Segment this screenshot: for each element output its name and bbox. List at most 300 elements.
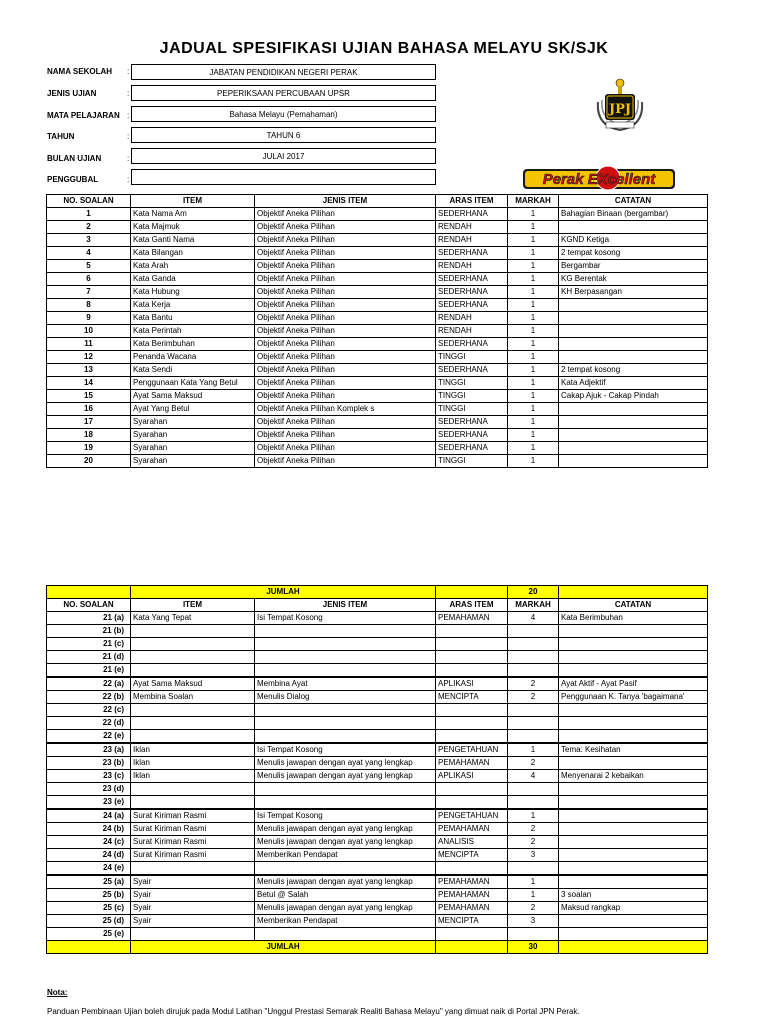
item-type-cell: Betul @ Salah xyxy=(255,889,436,902)
marks-cell: 1 xyxy=(508,377,559,390)
level-cell: PEMAHAMAN xyxy=(436,902,508,915)
info-label-bulan-ujian: BULAN UJIAN xyxy=(47,154,102,163)
item-cell: Syarahan xyxy=(131,455,255,468)
item-cell xyxy=(131,638,255,651)
marks-cell: 1 xyxy=(508,260,559,273)
notes-cell xyxy=(559,429,708,442)
level-cell: SEDERHANA xyxy=(436,338,508,351)
notes-cell xyxy=(559,651,708,664)
item-cell: Surat Kiriman Rasmi xyxy=(131,836,255,849)
notes-cell: Bahagian Binaan (bergambar) xyxy=(559,208,708,221)
marks-cell xyxy=(508,651,559,664)
info-label-mata-pelajaran: MATA PELAJARAN xyxy=(47,111,120,120)
level-cell: SEDERHANA xyxy=(436,286,508,299)
marks-cell xyxy=(508,796,559,810)
item-cell xyxy=(131,862,255,876)
footer-note: Panduan Pembinaan Ujian boleh dirujuk pada Modul Latihan "Unggul Prestasi Semarak Realiti Bahasa Melayu" yang dimuat naik di Portal JPN Perak. xyxy=(47,1007,580,1016)
marks-cell xyxy=(508,928,559,941)
level-cell: SEDERHANA xyxy=(436,442,508,455)
question-number-cell: 23 (e) xyxy=(47,796,131,810)
item-type-cell xyxy=(255,638,436,651)
table-row xyxy=(47,429,708,442)
item-type-cell: Objektif Aneka Pilihan xyxy=(255,390,436,403)
item-cell xyxy=(131,704,255,717)
question-number-cell: 24 (a) xyxy=(47,809,131,823)
question-number-cell: 25 (c) xyxy=(47,902,131,915)
question-number-cell: 8 xyxy=(47,299,131,312)
question-number-cell: 19 xyxy=(47,442,131,455)
table-row xyxy=(47,664,708,678)
level-cell xyxy=(436,717,508,730)
question-number-cell: 2 xyxy=(47,221,131,234)
notes-cell xyxy=(559,416,708,429)
notes-cell xyxy=(559,809,708,823)
item-type-cell: Objektif Aneka Pilihan xyxy=(255,234,436,247)
marks-cell: 1 xyxy=(508,809,559,823)
notes-cell: Maksud rangkap xyxy=(559,902,708,915)
notes-cell: 2 tempat kosong xyxy=(559,364,708,377)
notes-cell xyxy=(559,928,708,941)
item-type-cell xyxy=(255,783,436,796)
notes-cell xyxy=(559,862,708,876)
level-cell: SEDERHANA xyxy=(436,299,508,312)
nota-label: Nota: xyxy=(47,988,68,997)
item-type-cell: Memberikan Pendapat xyxy=(255,915,436,928)
marks-cell xyxy=(508,625,559,638)
item-type-cell: Isi Tempat Kosong xyxy=(255,809,436,823)
table-row xyxy=(47,312,708,325)
svg-text:Perak EXcellent: Perak EXcellent xyxy=(542,171,656,188)
marks-cell: 4 xyxy=(508,612,559,625)
item-type-cell: Objektif Aneka Pilihan xyxy=(255,325,436,338)
marks-cell: 1 xyxy=(508,325,559,338)
item-type-cell: Membina Ayat xyxy=(255,677,436,691)
objective-table xyxy=(46,194,708,468)
table-row xyxy=(47,455,708,468)
item-type-cell xyxy=(255,704,436,717)
jumlah-spacer xyxy=(559,586,708,599)
marks-cell: 1 xyxy=(508,442,559,455)
info-colon: : xyxy=(127,89,130,98)
question-number-cell: 15 xyxy=(47,390,131,403)
notes-cell: Kata Adjektif xyxy=(559,377,708,390)
info-label-nama-sekolah: NAMA SEKOLAH xyxy=(47,67,113,76)
item-type-cell xyxy=(255,717,436,730)
notes-cell xyxy=(559,338,708,351)
item-type-cell xyxy=(255,651,436,664)
level-cell: RENDAH xyxy=(436,312,508,325)
item-cell: Syarahan xyxy=(131,429,255,442)
page-title: JADUAL SPESIFIKASI UJIAN BAHASA MELAYU SK/SJK xyxy=(159,40,609,57)
item-cell: Syair xyxy=(131,902,255,915)
level-cell xyxy=(436,664,508,678)
notes-cell xyxy=(559,730,708,744)
notes-cell xyxy=(559,299,708,312)
level-cell: APLIKASI xyxy=(436,677,508,691)
marks-cell: 3 xyxy=(508,915,559,928)
item-cell: Syarahan xyxy=(131,442,255,455)
table-row xyxy=(47,625,708,638)
notes-cell: Tema: Kesihatan xyxy=(559,743,708,757)
marks-cell: 2 xyxy=(508,691,559,704)
notes-cell xyxy=(559,836,708,849)
level-cell: TINGGI xyxy=(436,403,508,416)
column-header: NO. SOALAN xyxy=(47,599,131,612)
column-header: JENIS ITEM xyxy=(255,195,436,208)
item-cell: Kata Kerja xyxy=(131,299,255,312)
question-number-cell: 22 (c) xyxy=(47,704,131,717)
jumlah-spacer xyxy=(559,941,708,954)
level-cell: SEDERHANA xyxy=(436,208,508,221)
item-type-cell xyxy=(255,730,436,744)
table-row xyxy=(47,273,708,286)
info-colon: : xyxy=(127,132,130,141)
item-cell: Penggunaan Kata Yang Betul xyxy=(131,377,255,390)
item-type-cell: Objektif Aneka Pilihan xyxy=(255,429,436,442)
notes-cell xyxy=(559,455,708,468)
jumlah-spacer xyxy=(436,586,508,599)
item-type-cell: Objektif Aneka Pilihan xyxy=(255,442,436,455)
level-cell: TINGGI xyxy=(436,455,508,468)
marks-cell: 1 xyxy=(508,889,559,902)
item-type-cell: Objektif Aneka Pilihan xyxy=(255,338,436,351)
level-cell: MENCIPTA xyxy=(436,915,508,928)
item-cell: Ayat Sama Maksud xyxy=(131,390,255,403)
marks-cell: 3 xyxy=(508,849,559,862)
level-cell: TINGGI xyxy=(436,351,508,364)
item-type-cell xyxy=(255,664,436,678)
level-cell: SEDERHANA xyxy=(436,273,508,286)
notes-cell xyxy=(559,915,708,928)
table-row xyxy=(47,902,708,915)
item-cell: Ayat Sama Maksud xyxy=(131,677,255,691)
item-cell xyxy=(131,717,255,730)
question-number-cell: 9 xyxy=(47,312,131,325)
column-header: CATATAN xyxy=(559,195,708,208)
notes-cell xyxy=(559,704,708,717)
notes-cell xyxy=(559,849,708,862)
table-row xyxy=(47,416,708,429)
level-cell: PEMAHAMAN xyxy=(436,757,508,770)
item-cell: Iklan xyxy=(131,743,255,757)
level-cell: PENGETAHUAN xyxy=(436,743,508,757)
item-cell: Iklan xyxy=(131,757,255,770)
table-row xyxy=(47,403,708,416)
notes-cell: Bergambar xyxy=(559,260,708,273)
item-cell: Membina Soalan xyxy=(131,691,255,704)
level-cell xyxy=(436,783,508,796)
table-row xyxy=(47,651,708,664)
level-cell xyxy=(436,704,508,717)
marks-cell xyxy=(508,638,559,651)
notes-cell xyxy=(559,403,708,416)
question-number-cell: 21 (e) xyxy=(47,664,131,678)
jumlah-spacer xyxy=(47,941,131,954)
column-header: ARAS ITEM xyxy=(436,599,508,612)
item-cell xyxy=(131,730,255,744)
item-type-cell: Objektif Aneka Pilihan xyxy=(255,247,436,260)
item-type-cell xyxy=(255,862,436,876)
table-row xyxy=(47,743,708,757)
question-number-cell: 24 (d) xyxy=(47,849,131,862)
item-type-cell: Menulis jawapan dengan ayat yang lengkap xyxy=(255,770,436,783)
item-cell xyxy=(131,651,255,664)
notes-cell: Penggunaan K. Tanya 'bagaimana' xyxy=(559,691,708,704)
question-number-cell: 5 xyxy=(47,260,131,273)
table-row xyxy=(47,875,708,889)
item-cell: Kata Nama Am xyxy=(131,208,255,221)
column-header: ITEM xyxy=(131,195,255,208)
item-type-cell xyxy=(255,625,436,638)
level-cell: RENDAH xyxy=(436,221,508,234)
jumlah-spacer xyxy=(436,941,508,954)
level-cell: PEMAHAMAN xyxy=(436,612,508,625)
level-cell: TINGGI xyxy=(436,377,508,390)
item-cell xyxy=(131,928,255,941)
item-type-cell: Menulis jawapan dengan ayat yang lengkap xyxy=(255,757,436,770)
level-cell: PEMAHAMAN xyxy=(436,889,508,902)
item-cell: Syair xyxy=(131,875,255,889)
question-number-cell: 23 (d) xyxy=(47,783,131,796)
table-header-row xyxy=(47,599,708,612)
level-cell xyxy=(436,862,508,876)
marks-cell: 1 xyxy=(508,208,559,221)
column-header: NO. SOALAN xyxy=(47,195,131,208)
notes-cell: Menyenarai 2 kebaikan xyxy=(559,770,708,783)
jumlah-label: JUMLAH xyxy=(131,586,436,599)
notes-cell xyxy=(559,783,708,796)
item-type-cell xyxy=(255,928,436,941)
item-cell: Syair xyxy=(131,889,255,902)
item-cell xyxy=(131,783,255,796)
item-cell: Kata Perintah xyxy=(131,325,255,338)
info-value-tahun: TAHUN 6 xyxy=(131,127,436,143)
objective-table-body xyxy=(47,208,708,468)
marks-cell xyxy=(508,704,559,717)
marks-cell xyxy=(508,730,559,744)
table-row xyxy=(47,299,708,312)
item-cell xyxy=(131,796,255,810)
table-row xyxy=(47,770,708,783)
table-row xyxy=(47,377,708,390)
item-type-cell: Memberikan Pendapat xyxy=(255,849,436,862)
item-cell: Kata Bilangan xyxy=(131,247,255,260)
table-row xyxy=(47,889,708,902)
item-type-cell: Menulis jawapan dengan ayat yang lengkap xyxy=(255,823,436,836)
table-row xyxy=(47,862,708,876)
table-row xyxy=(47,823,708,836)
item-cell xyxy=(131,664,255,678)
info-value-mata-pelajaran: Bahasa Melayu (Pemahaman) xyxy=(131,106,436,122)
item-type-cell: Objektif Aneka Pilihan xyxy=(255,299,436,312)
column-header: ITEM xyxy=(131,599,255,612)
level-cell: PENGETAHUAN xyxy=(436,809,508,823)
level-cell: SEDERHANA xyxy=(436,429,508,442)
table-row xyxy=(47,849,708,862)
level-cell: MENCIPTA xyxy=(436,691,508,704)
jumlah-value: 20 xyxy=(508,586,559,599)
column-header: ARAS ITEM xyxy=(436,195,508,208)
item-cell: Kata Hubung xyxy=(131,286,255,299)
subjective-table xyxy=(46,585,708,954)
jumlah-label: JUMLAH xyxy=(131,941,436,954)
info-label-jenis-ujian: JENIS UJIAN xyxy=(47,89,97,98)
item-type-cell: Menulis Dialog xyxy=(255,691,436,704)
question-number-cell: 22 (e) xyxy=(47,730,131,744)
info-value-jenis-ujian: PEPERIKSAAN PERCUBAAN UPSR xyxy=(131,85,436,101)
level-cell xyxy=(436,638,508,651)
table-row xyxy=(47,221,708,234)
notes-cell: Cakap Ajuk - Cakap Pindah xyxy=(559,390,708,403)
item-cell: Syarahan xyxy=(131,416,255,429)
question-number-cell: 11 xyxy=(47,338,131,351)
level-cell: TINGGI xyxy=(436,390,508,403)
question-number-cell: 24 (c) xyxy=(47,836,131,849)
notes-cell xyxy=(559,664,708,678)
item-cell: Kata Sendi xyxy=(131,364,255,377)
svg-text:JPJ: JPJ xyxy=(608,102,632,117)
marks-cell: 1 xyxy=(508,390,559,403)
notes-cell: Ayat Aktif - Ayat Pasif xyxy=(559,677,708,691)
table-row xyxy=(47,390,708,403)
marks-cell: 2 xyxy=(508,757,559,770)
item-cell: Kata Ganda xyxy=(131,273,255,286)
marks-cell: 1 xyxy=(508,234,559,247)
level-cell: RENDAH xyxy=(436,325,508,338)
info-value-nama-sekolah: JABATAN PENDIDIKAN NEGERI PERAK xyxy=(131,64,436,80)
notes-cell: 2 tempat kosong xyxy=(559,247,708,260)
item-cell: Kata Bantu xyxy=(131,312,255,325)
question-number-cell: 6 xyxy=(47,273,131,286)
notes-cell xyxy=(559,638,708,651)
question-number-cell: 13 xyxy=(47,364,131,377)
question-number-cell: 23 (b) xyxy=(47,757,131,770)
question-number-cell: 25 (d) xyxy=(47,915,131,928)
question-number-cell: 23 (a) xyxy=(47,743,131,757)
item-type-cell: Objektif Aneka Pilihan xyxy=(255,351,436,364)
item-type-cell: Objektif Aneka Pilihan xyxy=(255,312,436,325)
info-value-bulan-ujian: JULAI 2017 xyxy=(131,148,436,164)
marks-cell: 1 xyxy=(508,299,559,312)
level-cell: PEMAHAMAN xyxy=(436,875,508,889)
level-cell: SEDERHANA xyxy=(436,416,508,429)
marks-cell xyxy=(508,717,559,730)
level-cell xyxy=(436,625,508,638)
question-number-cell: 21 (c) xyxy=(47,638,131,651)
table-row xyxy=(47,442,708,455)
item-cell: Kata Berimbuhan xyxy=(131,338,255,351)
marks-cell: 1 xyxy=(508,273,559,286)
table-row xyxy=(47,286,708,299)
table-row xyxy=(47,730,708,744)
marks-cell xyxy=(508,862,559,876)
table-row xyxy=(47,364,708,377)
item-cell: Surat Kiriman Rasmi xyxy=(131,849,255,862)
marks-cell: 1 xyxy=(508,875,559,889)
marks-cell: 1 xyxy=(508,403,559,416)
perak-excellent-banner xyxy=(522,164,676,192)
jumlah-row xyxy=(47,941,708,954)
item-type-cell: Objektif Aneka Pilihan Komplek s xyxy=(255,403,436,416)
item-cell: Kata Arah xyxy=(131,260,255,273)
subjective-table-body xyxy=(47,586,708,954)
item-type-cell: Objektif Aneka Pilihan xyxy=(255,208,436,221)
item-type-cell: Menulis jawapan dengan ayat yang lengkap xyxy=(255,902,436,915)
item-type-cell: Isi Tempat Kosong xyxy=(255,743,436,757)
info-label-tahun: TAHUN xyxy=(47,132,75,141)
item-type-cell: Objektif Aneka Pilihan xyxy=(255,416,436,429)
table-row xyxy=(47,757,708,770)
item-type-cell: Objektif Aneka Pilihan xyxy=(255,221,436,234)
marks-cell: 1 xyxy=(508,312,559,325)
item-cell: Surat Kiriman Rasmi xyxy=(131,809,255,823)
notes-cell: Kata Berimbuhan xyxy=(559,612,708,625)
marks-cell: 2 xyxy=(508,823,559,836)
item-cell: Ayat Yang Betul xyxy=(131,403,255,416)
notes-cell: 3 soalan xyxy=(559,889,708,902)
item-cell: Kata Ganti Nama xyxy=(131,234,255,247)
jpn-logo-icon xyxy=(592,76,648,132)
level-cell: MENCIPTA xyxy=(436,849,508,862)
question-number-cell: 1 xyxy=(47,208,131,221)
table-row xyxy=(47,928,708,941)
question-number-cell: 22 (a) xyxy=(47,677,131,691)
question-number-cell: 22 (b) xyxy=(47,691,131,704)
marks-cell: 1 xyxy=(508,416,559,429)
table-row xyxy=(47,677,708,691)
column-header: MARKAH xyxy=(508,195,559,208)
level-cell: SEDERHANA xyxy=(436,247,508,260)
question-number-cell: 23 (c) xyxy=(47,770,131,783)
marks-cell: 2 xyxy=(508,677,559,691)
item-cell: Kata Majmuk xyxy=(131,221,255,234)
item-cell: Surat Kiriman Rasmi xyxy=(131,823,255,836)
level-cell: PEMAHAMAN xyxy=(436,823,508,836)
marks-cell: 1 xyxy=(508,338,559,351)
table-row xyxy=(47,691,708,704)
item-type-cell: Objektif Aneka Pilihan xyxy=(255,273,436,286)
question-number-cell: 25 (e) xyxy=(47,928,131,941)
item-type-cell: Objektif Aneka Pilihan xyxy=(255,260,436,273)
marks-cell: 1 xyxy=(508,247,559,260)
info-colon: : xyxy=(127,154,130,163)
item-type-cell: Isi Tempat Kosong xyxy=(255,612,436,625)
item-cell: Penanda Wacana xyxy=(131,351,255,364)
level-cell: APLIKASI xyxy=(436,770,508,783)
level-cell: SEDERHANA xyxy=(436,364,508,377)
level-cell xyxy=(436,796,508,810)
notes-cell xyxy=(559,796,708,810)
question-number-cell: 7 xyxy=(47,286,131,299)
table-row xyxy=(47,783,708,796)
table-row xyxy=(47,704,708,717)
notes-cell xyxy=(559,875,708,889)
jumlah-value: 30 xyxy=(508,941,559,954)
notes-cell xyxy=(559,625,708,638)
level-cell: RENDAH xyxy=(436,234,508,247)
question-number-cell: 21 (b) xyxy=(47,625,131,638)
table-row xyxy=(47,234,708,247)
item-cell xyxy=(131,625,255,638)
table-row xyxy=(47,338,708,351)
question-number-cell: 21 (d) xyxy=(47,651,131,664)
notes-cell: KGND Ketiga xyxy=(559,234,708,247)
jumlah-spacer xyxy=(47,586,131,599)
question-number-cell: 24 (e) xyxy=(47,862,131,876)
info-colon: : xyxy=(127,67,130,76)
item-type-cell: Menulis jawapan dengan ayat yang lengkap xyxy=(255,875,436,889)
marks-cell: 1 xyxy=(508,429,559,442)
